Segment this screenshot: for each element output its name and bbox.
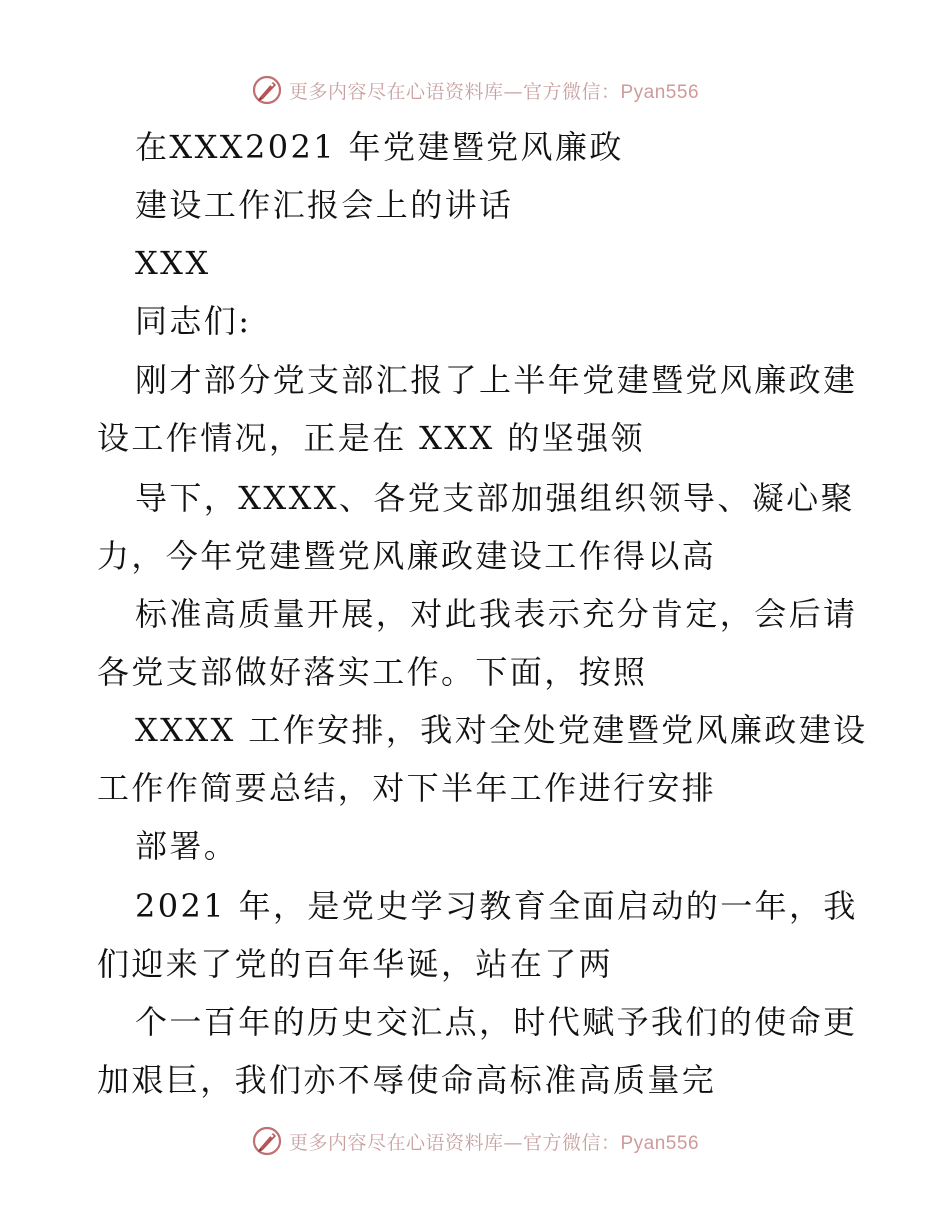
doc-author: XXX [135,244,211,282]
doc-body-line: 各党支部做好落实工作。下面，按照 [97,653,648,691]
doc-body-line: 2021 年，是党史学习教育全面启动的一年，我 [135,887,858,925]
doc-body-line: 工作作简要总结，对下半年工作进行安排 [97,769,717,807]
watermark-header [0,70,950,110]
doc-body-line: 导下，XXXX、各党支部加强组织领导、凝心聚 [135,479,855,517]
doc-salutation: 同志们: [135,302,252,340]
doc-body-line: 力，今年党建暨党风廉政建设工作得以高 [97,537,717,575]
watermark-text [289,1128,699,1155]
doc-body-line: 标准高质量开展，对此我表示充分肯定，会后请 [135,595,858,633]
quill-pen-logo-icon [251,74,283,106]
watermark-footer [0,1121,950,1161]
watermark-slogan: 更多内容尽在心语资料库—官方微信： [288,80,621,103]
doc-body-line: 部署。 [135,827,239,865]
doc-body-line: 们迎来了党的百年华诞，站在了两 [97,945,614,983]
watermark-slogan: 更多内容尽在心语资料库—官方微信： [288,1131,621,1154]
watermark-text [289,77,699,104]
doc-body-line: 设工作情况，正是在 XXX 的坚强领 [97,419,645,457]
doc-body-line: XXXX 工作安排，我对全处党建暨党风廉政建设 [135,711,868,749]
doc-body-line: 个一百年的历史交汇点，时代赋予我们的使命更 [135,1003,858,1041]
watermark-account: Pyan556 [620,1132,700,1154]
doc-body-line: 刚才部分党支部汇报了上半年党建暨党风廉政建 [135,361,858,399]
doc-title-line-2: 建设工作汇报会上的讲话 [135,186,514,224]
quill-pen-logo-icon [251,1125,283,1157]
doc-title-line-1: 在XXX2021 年党建暨党风廉政 [135,128,624,166]
doc-body-line: 加艰巨，我们亦不辱使命高标准高质量完 [97,1061,717,1099]
watermark-account: Pyan556 [620,81,700,103]
